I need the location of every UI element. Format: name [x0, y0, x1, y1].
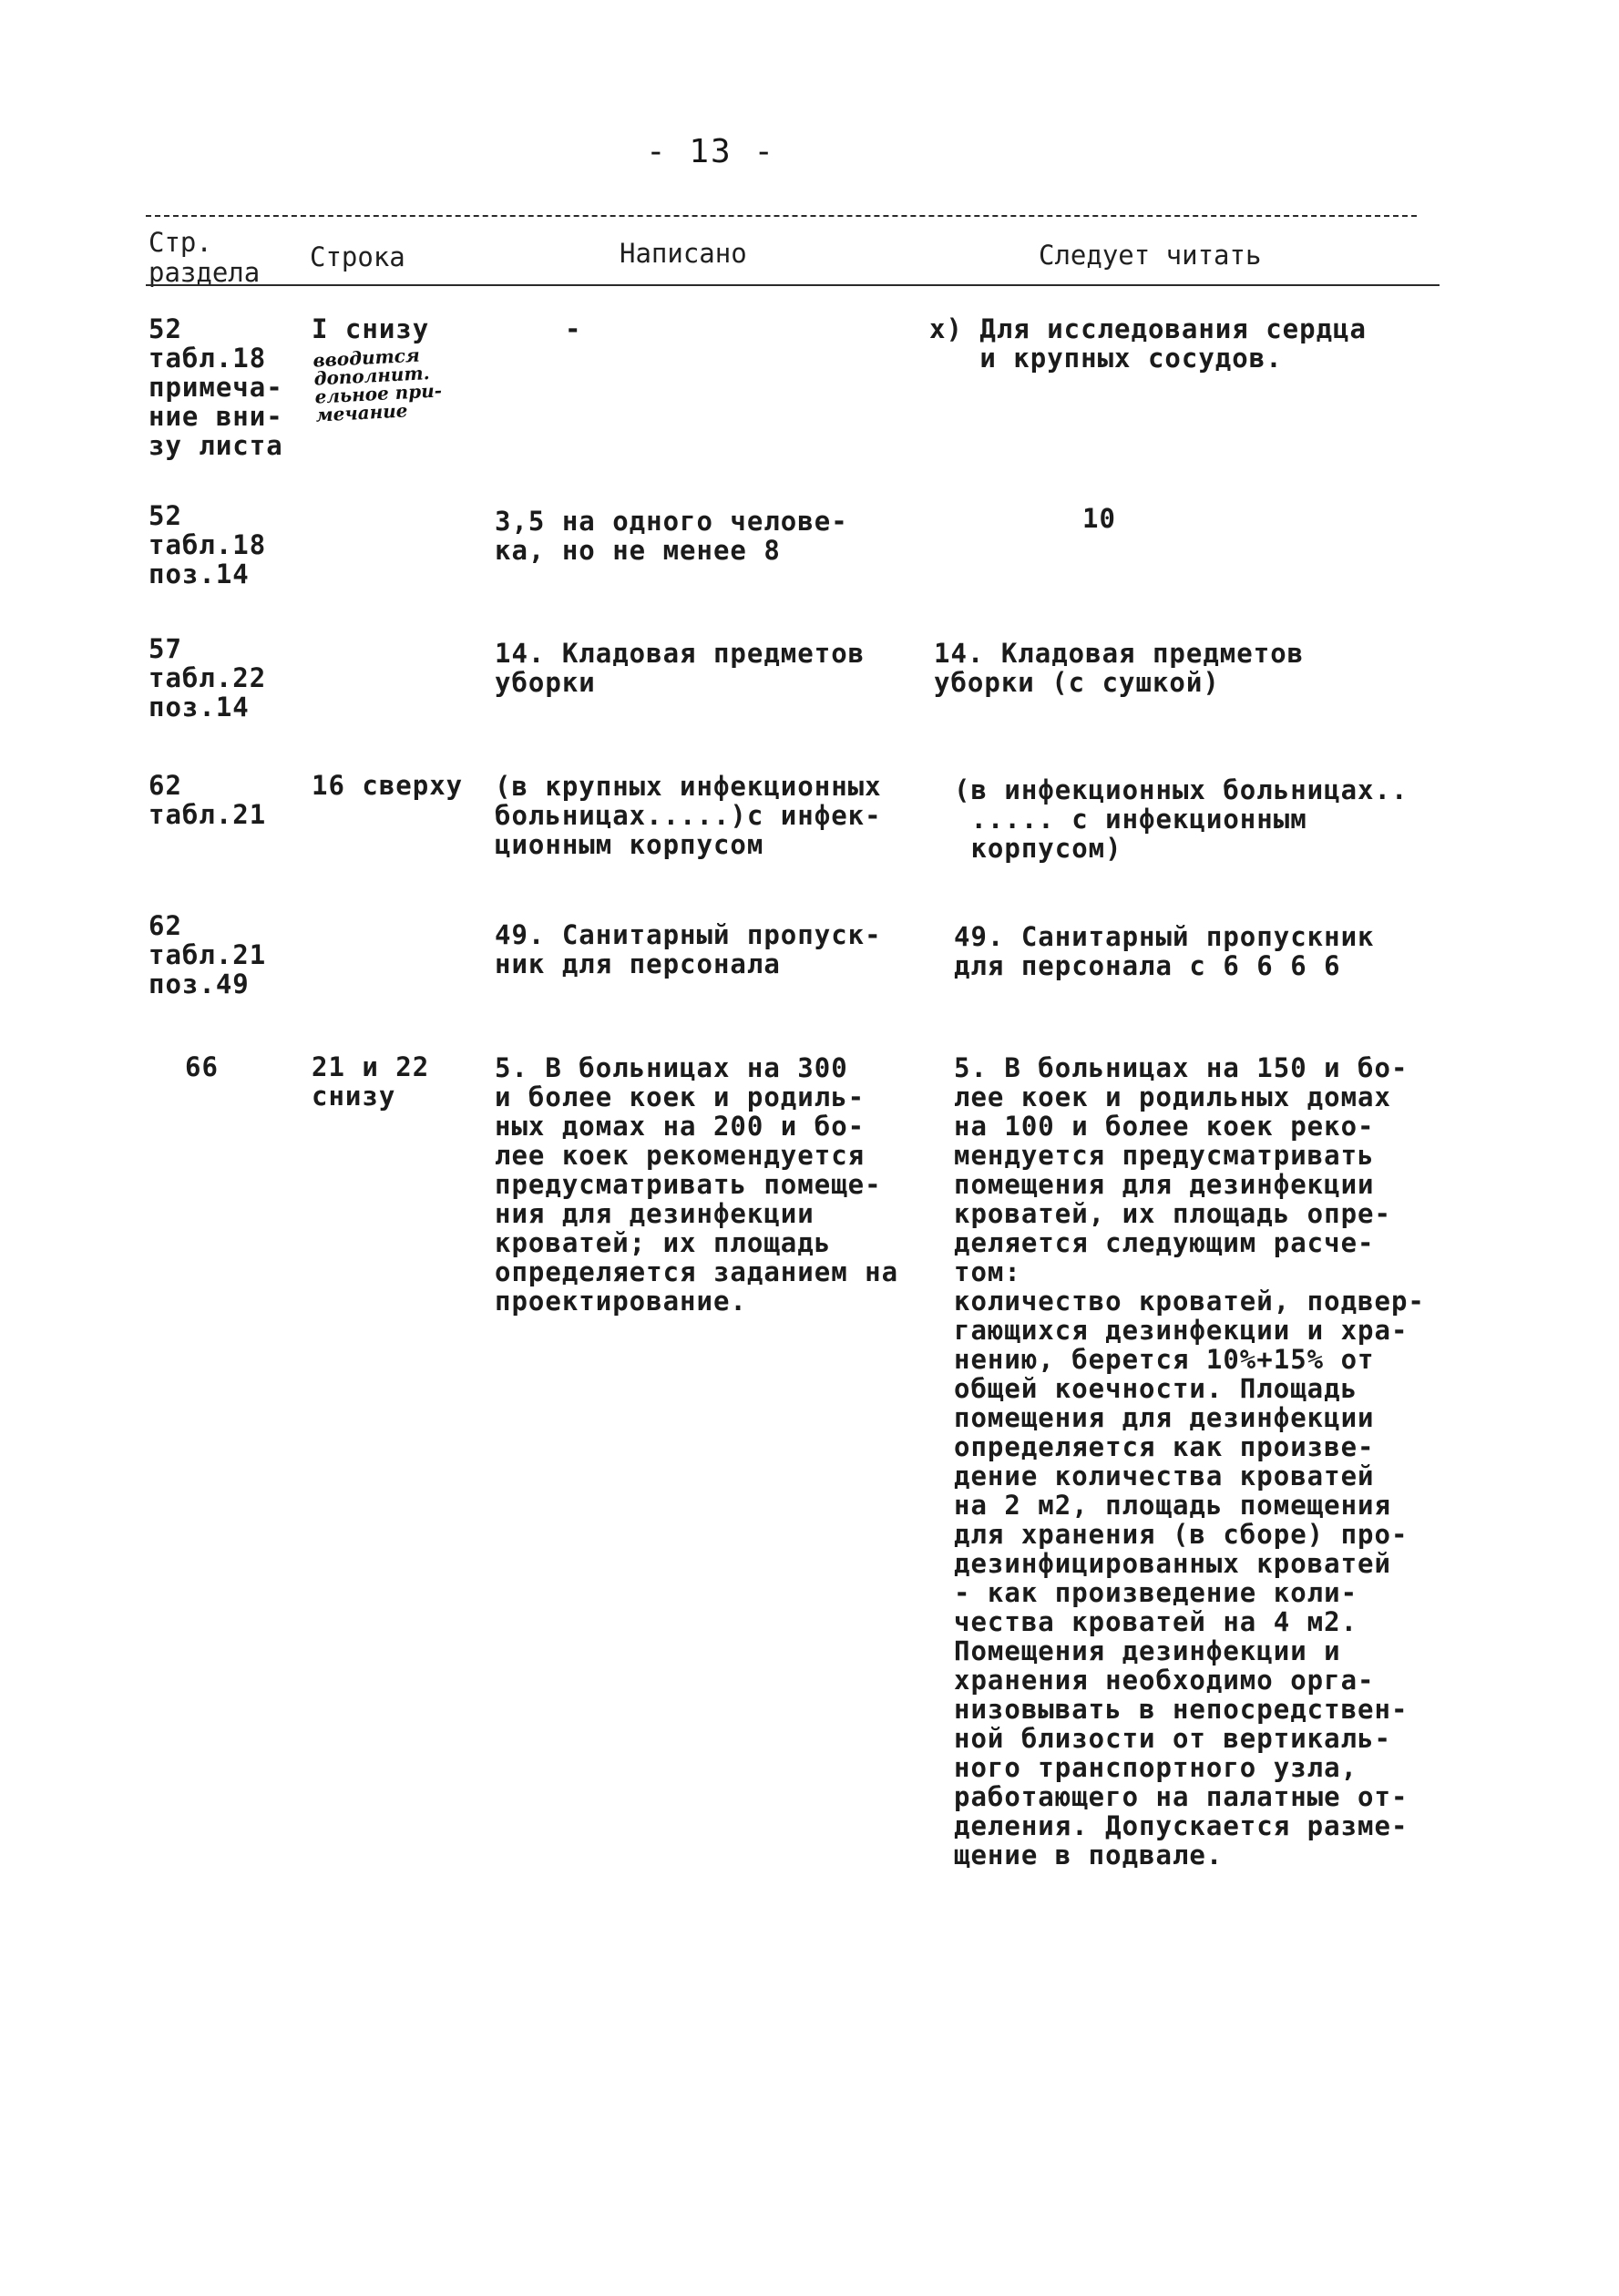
row-3-written: 14. Кладовая предметов уборки [495, 638, 866, 698]
row-3-page: 57 табл.22 поз.14 [149, 633, 267, 723]
row-6-written: 5. В больницах на 300 и более коек и родиль- ных домах на 200 и бо- лее коек рекомендуется предусматривать помеще- ния для дезинфекции кроватей; их площадь определяется заданием на проектирование. [495, 1052, 899, 1317]
header-should-read: Следует читать [1039, 240, 1262, 271]
row-1-handwritten-note: вводится дополнит. ельное при- мечание [312, 343, 443, 426]
row-1-line: I снизу [312, 313, 430, 344]
row-6-page: 66 [185, 1051, 219, 1082]
row-2-should-read: 10 [1082, 503, 1116, 534]
row-6-line: 21 и 22 снизу [312, 1051, 430, 1112]
row-3-should-read: 14. Кладовая предметов уборки (с сушкой) [934, 638, 1305, 698]
header-bottom-rule [146, 284, 1440, 286]
row-1-should-read: x) Для исследования сердца и крупных сосудов. [929, 313, 1367, 374]
header-top-rule [146, 215, 1417, 217]
header-page-section: Стр. раздела [149, 227, 261, 288]
page-number: - 13 - [645, 133, 776, 170]
row-2-page: 52 табл.18 поз.14 [149, 500, 267, 589]
row-5-should-read: 49. Санитарный пропускник для персонала с 6 6 6 6 [954, 921, 1375, 981]
header-line: Строка [310, 241, 405, 272]
row-4-line: 16 сверху [312, 770, 464, 801]
row-4-page: 62 табл.21 [149, 770, 267, 830]
row-1-page: 52 табл.18 примеча- ние вни- зу листа [149, 313, 283, 461]
row-5-page: 62 табл.21 поз.49 [149, 910, 267, 999]
row-4-should-read: (в инфекционных больницах.. ..... с инфекционным корпусом) [954, 774, 1409, 864]
row-4-written: (в крупных инфекционных больницах.....)с инфек- ционным корпусом [495, 771, 882, 860]
header-written: Написано [620, 238, 747, 269]
row-6-should-read: 5. В больницах на 150 и бо- лее коек и родильных домах на 100 и более коек реко- мендуется предусматривать помещения для дезинфекции кроватей, их площадь опре- деляется следующим расче- том: количество кроватей, подвер- гающихся дезинфекции и хра- нению, берется 10%+15% от общей коечности. Площадь помещения для дезинфекции определяется как произве- дение количества кроватей на 2 м2, площадь помещения для хранения (в сборе) про- дезинфицированных кроватей - как произведение коли- чества кроватей на 4 м2. Помещения дезинфекции и хранения необходимо орга- низовывать в непосредствен- ной близости от вертикаль- ного транспортного узла, работающего на палатные от- деления. Допускается разме- щение в подвале. [954, 1052, 1425, 1871]
row-2-written: 3,5 на одного челове- ка, но не менее 8 [495, 506, 848, 566]
row-5-written: 49. Санитарный пропуск- ник для персонала [495, 919, 882, 979]
row-1-written: - [565, 313, 582, 344]
